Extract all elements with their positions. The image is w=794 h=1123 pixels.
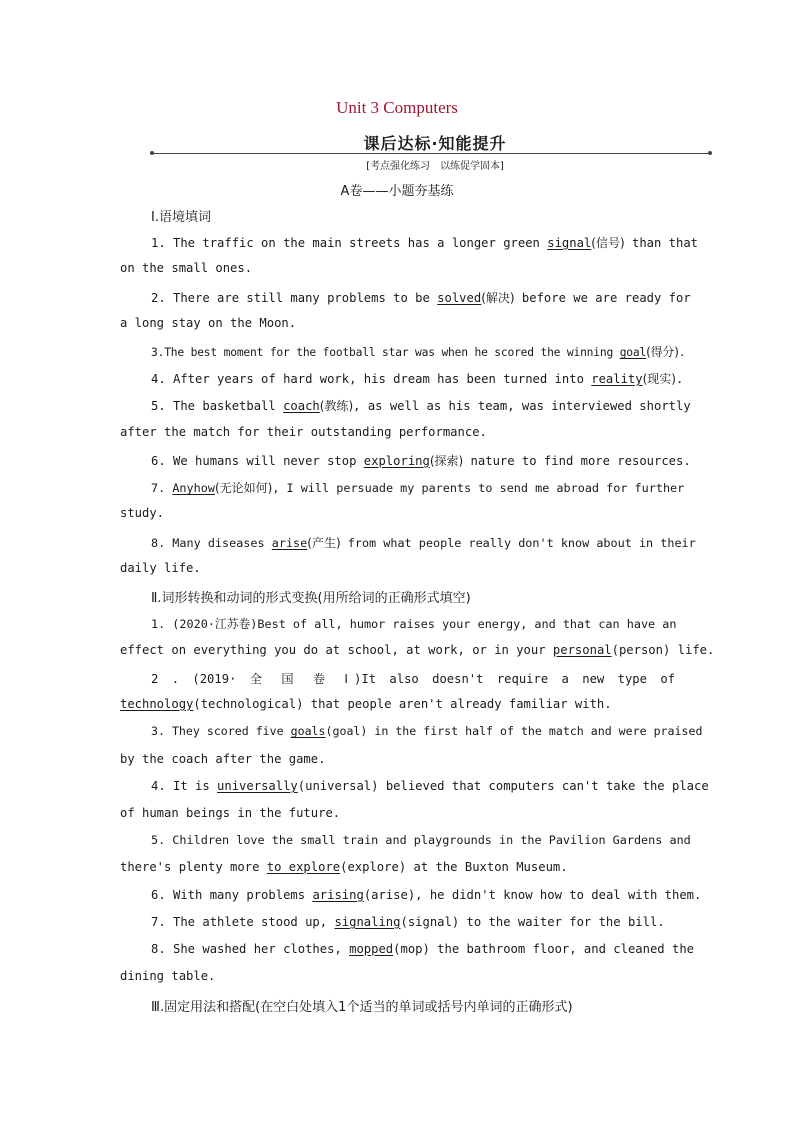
list-item-continuation: on the small ones. <box>120 261 253 275</box>
answer-blank: signaling <box>334 915 401 929</box>
answer-blank: goals <box>290 724 326 738</box>
list-item-continuation: effect on everything you do at school, at work, or in your personal(person) life. <box>120 643 715 657</box>
answer-blank: Anyhow <box>172 481 215 495</box>
page-subtitle: 课后达标·知能提升 <box>363 134 507 153</box>
part3-heading: Ⅲ.固定用法和搭配(在空白处填入1个适当的单词或括号内单词的正确形式) <box>151 1000 573 1015</box>
list-item: 1. (2020·江苏卷)Best of all, humor raises your energy, and that can have an <box>151 617 677 631</box>
answer-blank: personal <box>552 643 612 657</box>
list-item: 3.The best moment for the football star was when he scored the winning goal(得分). <box>151 345 686 359</box>
answer-blank: technology <box>120 697 194 711</box>
answer-blank: mopped <box>349 942 394 956</box>
answer-blank: universally <box>217 779 298 793</box>
answer-blank: signal <box>547 236 592 250</box>
list-item: 6. With many problems arising(arise), he didn't know how to deal with them. <box>151 888 702 902</box>
section-a-title: A卷——小题夯基练 <box>340 184 454 199</box>
list-item-continuation: a long stay on the Moon. <box>120 316 297 330</box>
list-item: 3. They scored five goals(goal) in the first half of the match and were praised <box>151 724 703 738</box>
list-item: 7. The athlete stood up, signaling(signal) to the waiter for the bill. <box>151 915 665 929</box>
list-item-continuation: technology(technological) that people aren't already familiar with. <box>120 697 612 711</box>
list-item: 7. Anyhow(无论如何), I will persuade my parents to send me abroad for further <box>151 481 685 495</box>
list-item-continuation: after the match for their outstanding performance. <box>120 425 487 439</box>
answer-blank: goal <box>619 346 647 359</box>
list-item: 8. She washed her clothes, mopped(mop) the bathroom floor, and cleaned the <box>151 942 694 956</box>
list-item-continuation: daily life. <box>120 561 201 575</box>
list-item: 2 . (2019· 全 国 卷 Ⅰ)It also doesn't require a new type of <box>151 672 675 686</box>
list-item: 6. We humans will never stop exploring(探索) nature to find more resources. <box>151 454 691 468</box>
list-item: 2. There are still many problems to be solved(解决) before we are ready for <box>151 291 691 305</box>
list-item: 4. It is universally(universal) believed that computers can't take the place <box>151 779 709 793</box>
answer-blank: arising <box>312 888 364 902</box>
answer-blank: reality <box>591 372 643 386</box>
list-item: 5. Children love the small train and playgrounds in the Pavilion Gardens and <box>151 833 691 847</box>
header-rule-end-right <box>708 151 712 155</box>
list-item: 4. After years of hard work, his dream has been turned into reality(现实). <box>151 372 684 386</box>
list-item-continuation: by the coach after the game. <box>120 752 326 766</box>
answer-blank: solved <box>437 291 482 305</box>
header-tagline: [考点强化练习 以练促学固本] <box>366 161 504 172</box>
answer-blank: coach <box>283 399 320 413</box>
answer-blank: to explore <box>266 860 341 874</box>
answer-blank: arise <box>271 536 308 550</box>
list-item: 5. The basketball coach(教练), as well as his team, was interviewed shortly <box>151 399 691 413</box>
page-title: Unit 3 Computers <box>336 98 458 117</box>
header-rule <box>152 153 712 154</box>
answer-blank: exploring <box>363 454 430 468</box>
list-item-continuation: there's plenty more to explore(explore) at the Buxton Museum. <box>120 860 568 874</box>
list-item: 8. Many diseases arise(产生) from what people really don't know about in their <box>151 536 696 550</box>
list-item-continuation: study. <box>120 506 165 520</box>
list-item-continuation: dining table. <box>120 969 216 983</box>
header-rule-end-left <box>150 151 154 155</box>
part2-heading: Ⅱ.词形转换和动词的形式变换(用所给词的正确形式填空) <box>151 591 471 606</box>
list-item-continuation: of human beings in the future. <box>120 806 341 820</box>
list-item: 1. The traffic on the main streets has a longer green signal(信号) than that <box>151 236 699 250</box>
part1-heading: Ⅰ.语境填词 <box>151 210 211 225</box>
